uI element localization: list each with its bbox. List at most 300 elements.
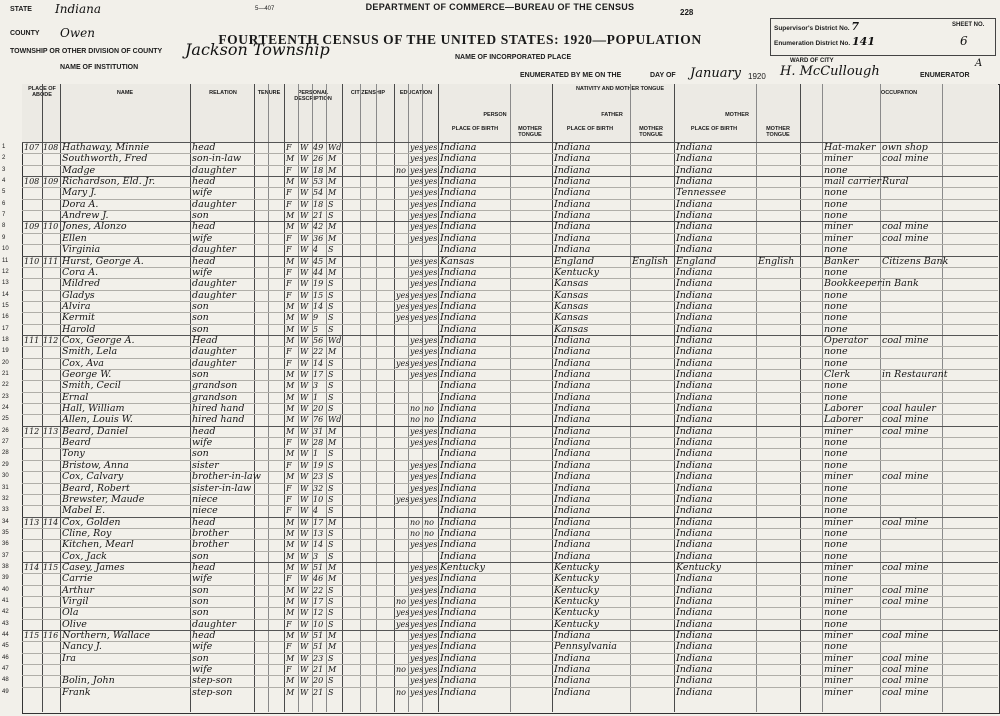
- line-number: 23: [2, 393, 9, 400]
- cell-rel: son: [192, 584, 209, 596]
- cell-pob: Indiana: [440, 493, 477, 505]
- cell-ms: M: [328, 631, 337, 641]
- cell-occ: none: [824, 198, 848, 210]
- cell-name: Cora A.: [62, 266, 99, 278]
- cell-race: W: [300, 653, 309, 663]
- cell-rel: sister-in-law: [192, 482, 252, 494]
- cell-read: yes: [410, 574, 424, 584]
- cell-mpob: Indiana: [676, 641, 713, 653]
- cell-read: yes: [410, 597, 424, 606]
- cell-age: 20: [313, 676, 324, 686]
- cell-fpob: Indiana: [554, 505, 591, 517]
- cell-mpob: Indiana: [676, 266, 713, 278]
- cell-fpob: Kentucky: [554, 618, 599, 630]
- cell-mpob: Indiana: [676, 176, 713, 188]
- cell-rel: daughter: [192, 278, 237, 290]
- cell-mpob: Indiana: [676, 630, 713, 642]
- cell-sch: yes: [396, 608, 410, 618]
- cell-occ: none: [824, 323, 848, 335]
- cell-fam: 114: [43, 517, 59, 527]
- line-number: 8: [2, 223, 6, 230]
- cell-sex: F: [286, 642, 292, 652]
- cell-race: W: [300, 347, 309, 357]
- cell-read: yes: [410, 370, 424, 379]
- cell-race: W: [300, 370, 309, 379]
- line-number: 6: [2, 200, 6, 207]
- cell-pob: Indiana: [440, 652, 477, 664]
- cell-age: 51: [313, 562, 324, 572]
- cell-mpob: Indiana: [676, 391, 713, 403]
- cell-read: yes: [410, 267, 424, 277]
- cell-name: Beard, Robert: [62, 482, 130, 494]
- cell-occ: miner: [824, 232, 853, 244]
- cell-age: 42: [313, 222, 324, 232]
- cell-pob: Indiana: [440, 527, 477, 539]
- cell-ms: M: [328, 233, 337, 243]
- cell-sex: F: [286, 483, 292, 493]
- cell-rel: daughter: [192, 618, 237, 630]
- cell-pob: Kentucky: [440, 561, 485, 573]
- cell-mpob: Indiana: [676, 278, 713, 290]
- cell-name: Kermit: [62, 312, 95, 324]
- cell-ind: coal mine: [882, 516, 929, 528]
- cell-ms: S: [328, 370, 334, 379]
- cell-ms: S: [328, 540, 334, 550]
- cell-ms: S: [328, 551, 334, 561]
- cell-race: W: [300, 631, 309, 641]
- cell-age: 56: [313, 335, 324, 345]
- cell-pob: Indiana: [440, 630, 477, 642]
- cell-write: yes: [424, 585, 438, 595]
- cell-ms: S: [328, 528, 334, 538]
- cell-ms: M: [328, 517, 337, 527]
- cell-race: W: [300, 540, 309, 550]
- cell-mpob: Indiana: [676, 516, 713, 528]
- cell-age: 14: [313, 540, 324, 550]
- cell-rel: son: [192, 312, 209, 324]
- cell-fpob: Indiana: [554, 482, 591, 494]
- cell-name: Virginia: [62, 244, 101, 256]
- cell-fam: 113: [43, 426, 59, 436]
- cell-fpob: Indiana: [554, 493, 591, 505]
- cell-name: Hall, William: [62, 403, 125, 415]
- line-number: 21: [2, 371, 9, 377]
- cell-age: 45: [313, 256, 324, 266]
- line-number: 38: [2, 563, 9, 570]
- line-number: 34: [2, 518, 9, 525]
- cell-pob: Indiana: [440, 221, 477, 233]
- cell-read: yes: [410, 335, 424, 345]
- cell-read: yes: [410, 301, 424, 311]
- cell-mpob: Indiana: [676, 221, 713, 233]
- cell-age: 1: [313, 449, 319, 459]
- cell-race: W: [300, 415, 309, 425]
- col-personal: PERSONAL DESCRIPTION: [294, 90, 332, 102]
- line-number: 9: [2, 234, 6, 241]
- cell-write: yes: [424, 165, 438, 175]
- township-value: Jackson Township: [185, 40, 330, 59]
- cell-ms: S: [328, 279, 334, 289]
- cell-ind: coal mine: [882, 664, 929, 676]
- line-number: 40: [2, 586, 9, 593]
- cell-mpob: Indiana: [676, 664, 713, 676]
- cell-write: yes: [424, 642, 438, 652]
- cell-name: Beard, Daniel: [62, 425, 129, 437]
- cell-read: no: [410, 517, 420, 527]
- cell-read: yes: [410, 494, 424, 504]
- cell-occ: Laborer: [824, 403, 863, 415]
- cell-ind: coal mine: [882, 414, 929, 426]
- cell-mpob: Indiana: [676, 539, 713, 551]
- cell-mpob: Indiana: [676, 357, 713, 369]
- cell-fpob: England: [554, 255, 595, 267]
- cell-mpob: Indiana: [676, 210, 713, 222]
- cell-sex: F: [286, 188, 292, 198]
- cell-write: yes: [424, 483, 438, 493]
- cell-occ: none: [824, 437, 848, 449]
- cell-read: yes: [410, 426, 424, 436]
- cell-pob: Indiana: [440, 675, 477, 687]
- county-value: Owen: [60, 26, 95, 40]
- cell-fpob: Indiana: [554, 210, 591, 222]
- cell-ind: coal mine: [882, 425, 929, 437]
- cell-name: Ernal: [62, 391, 89, 403]
- institution-label: NAME OF INSTITUTION: [60, 64, 139, 71]
- cell-pob: Kansas: [440, 255, 475, 267]
- cell-write: yes: [424, 233, 438, 243]
- cell-write: yes: [424, 358, 438, 368]
- line-number: 19: [2, 348, 9, 355]
- cell-read: yes: [410, 143, 424, 152]
- line-number: 36: [2, 541, 9, 548]
- cell-race: W: [300, 585, 309, 595]
- cell-race: W: [300, 290, 309, 300]
- cell-read: yes: [410, 177, 424, 187]
- cell-name: Cox, Golden: [62, 516, 121, 528]
- cell-race: W: [300, 483, 309, 493]
- cell-write: yes: [424, 301, 438, 311]
- col-citizenship: CITIZENSHIP: [350, 90, 386, 96]
- cell-rel: daughter: [192, 289, 237, 301]
- cell-ind: coal hauler: [882, 403, 936, 415]
- cell-read: yes: [410, 358, 424, 368]
- cell-fpob: Indiana: [554, 403, 591, 415]
- cell-rel: son: [192, 369, 209, 380]
- col-education: EDUCATION: [399, 90, 433, 96]
- enumerated-label: ENUMERATED BY ME ON THE: [520, 72, 622, 79]
- cell-pob: Indiana: [440, 380, 477, 392]
- cell-fam: 116: [43, 631, 59, 641]
- cell-ind: in Bank: [882, 278, 919, 290]
- cell-read: yes: [410, 562, 424, 572]
- cell-occ: mail carrier: [824, 176, 882, 188]
- cell-rel: son: [192, 448, 209, 460]
- line-number: 24: [2, 405, 9, 412]
- cell-name: Arthur: [62, 584, 94, 596]
- cell-fam: 111: [43, 256, 59, 266]
- cell-occ: none: [824, 244, 848, 256]
- cell-pob: Indiana: [440, 618, 477, 630]
- cell-race: W: [300, 392, 309, 402]
- cell-sex: F: [286, 665, 292, 675]
- cell-write: yes: [424, 494, 438, 504]
- cell-race: W: [300, 256, 309, 266]
- cell-age: 21: [313, 687, 324, 697]
- cell-pob: Indiana: [440, 641, 477, 653]
- sheet-label: SHEET NO.: [952, 22, 985, 28]
- cell-mpob: Tennessee: [676, 187, 727, 199]
- cell-rel: head: [192, 221, 216, 233]
- cell-write: yes: [424, 472, 438, 482]
- cell-mpob: Indiana: [676, 675, 713, 687]
- cell-write: yes: [424, 154, 438, 164]
- cell-race: W: [300, 608, 309, 618]
- cell-dw: 112: [24, 426, 40, 436]
- cell-mpob: Indiana: [676, 403, 713, 415]
- cell-occ: none: [824, 459, 848, 471]
- cell-pob: Indiana: [440, 334, 477, 346]
- cell-age: 53: [313, 177, 324, 187]
- cell-ms: S: [328, 301, 334, 311]
- cell-name: Casey, James: [62, 561, 125, 573]
- cell-ind: coal mine: [882, 153, 929, 165]
- cell-rel: niece: [192, 505, 218, 517]
- cell-ind: own shop: [882, 142, 928, 153]
- cell-rel: Head: [192, 334, 218, 346]
- cell-age: 21: [313, 665, 324, 675]
- cell-read: yes: [410, 676, 424, 686]
- cell-fpob: Indiana: [554, 334, 591, 346]
- cell-pob: Indiana: [440, 437, 477, 449]
- cell-ind: Rural: [882, 176, 909, 188]
- cell-mpob: Indiana: [676, 289, 713, 301]
- cell-rel: step-son: [192, 675, 233, 687]
- line-number: 14: [2, 291, 9, 298]
- col-father-tongue: MOTHER TONGUE: [639, 126, 663, 138]
- day-label: DAY OF: [650, 72, 676, 79]
- cell-ms: S: [328, 597, 334, 606]
- cell-mpob: Indiana: [676, 527, 713, 539]
- cell-sex: F: [286, 358, 292, 368]
- cell-sex: M: [286, 472, 295, 482]
- cell-age: 4: [313, 506, 319, 516]
- cell-pob: Indiana: [440, 505, 477, 517]
- cell-occ: miner: [824, 652, 853, 664]
- cell-occ: none: [824, 312, 848, 324]
- cell-age: 17: [313, 597, 324, 606]
- cell-ms: S: [328, 506, 334, 516]
- cell-name: Cox, Calvary: [62, 471, 124, 483]
- cell-ms: S: [328, 313, 334, 323]
- cell-age: 44: [313, 267, 324, 277]
- cell-pob: Indiana: [440, 142, 477, 153]
- cell-name: Cline, Roy: [62, 527, 112, 539]
- cell-rel: head: [192, 176, 216, 188]
- cell-rel: head: [192, 255, 216, 267]
- ed-value: 141: [852, 35, 875, 48]
- cell-pob: Indiana: [440, 391, 477, 403]
- col-person-tongue: MOTHER TONGUE: [518, 126, 542, 138]
- cell-read: yes: [410, 460, 424, 470]
- cell-read: yes: [410, 313, 424, 323]
- cell-sex: M: [286, 551, 295, 561]
- cell-ms: M: [328, 222, 337, 232]
- supervisor-label: Supervisor's District No.: [774, 25, 850, 32]
- cell-name: Harold: [62, 323, 96, 335]
- cell-fpob: Indiana: [554, 459, 591, 471]
- cell-race: W: [300, 324, 309, 334]
- cell-fpob: Indiana: [554, 391, 591, 403]
- cell-ms: M: [328, 154, 337, 164]
- cell-ms: S: [328, 404, 334, 414]
- cell-write: yes: [424, 222, 438, 232]
- cell-sch: yes: [396, 290, 410, 300]
- cell-race: W: [300, 597, 309, 606]
- cell-race: W: [300, 301, 309, 311]
- cell-age: 46: [313, 574, 324, 584]
- cell-ms: S: [328, 483, 334, 493]
- cell-sex: F: [286, 267, 292, 277]
- cell-name: Dora A.: [62, 198, 99, 210]
- cell-occ: none: [824, 448, 848, 460]
- cell-race: W: [300, 233, 309, 243]
- cell-age: 20: [313, 404, 324, 414]
- cell-write: yes: [424, 335, 438, 345]
- cell-rel: niece: [192, 493, 218, 505]
- cell-occ: miner: [824, 425, 853, 437]
- cell-pob: Indiana: [440, 312, 477, 324]
- cell-ind: coal mine: [882, 675, 929, 687]
- line-number: 7: [2, 212, 6, 219]
- cell-occ: Laborer: [824, 414, 863, 426]
- cell-fpob: Pennsylvania: [554, 641, 617, 653]
- cell-name: Smith, Lela: [62, 346, 118, 358]
- cell-name: Gladys: [62, 289, 95, 301]
- cell-sex: M: [286, 381, 295, 391]
- cell-name: Smith, Cecil: [62, 380, 121, 392]
- cell-read: yes: [410, 347, 424, 357]
- cell-fpob: Indiana: [554, 380, 591, 392]
- cell-fpob: Kansas: [554, 278, 589, 290]
- cell-mpob: England: [676, 255, 717, 267]
- cell-dw: 113: [24, 517, 40, 527]
- cell-ms: S: [328, 381, 334, 391]
- cell-age: 19: [313, 460, 324, 470]
- cell-pob: Indiana: [440, 584, 477, 596]
- cell-pob: Indiana: [440, 210, 477, 222]
- col-mother-pob: PLACE OF BIRTH: [690, 126, 738, 132]
- cell-age: 18: [313, 199, 324, 209]
- cell-write: yes: [424, 608, 438, 618]
- cell-occ: Banker: [824, 255, 859, 267]
- cell-sex: M: [286, 426, 295, 436]
- cell-mpob: Indiana: [676, 346, 713, 358]
- cell-name: Mary J.: [62, 187, 97, 199]
- cell-age: 54: [313, 188, 324, 198]
- cell-read: yes: [410, 483, 424, 493]
- cell-race: W: [300, 279, 309, 289]
- cell-occ: miner: [824, 675, 853, 687]
- cell-occ: none: [824, 357, 848, 369]
- cell-pob: Indiana: [440, 244, 477, 256]
- cell-write: yes: [424, 574, 438, 584]
- line-number: 2: [2, 155, 6, 162]
- line-number: 30: [2, 473, 9, 480]
- cell-sex: F: [286, 619, 292, 629]
- cell-fpob: Indiana: [554, 164, 591, 176]
- cell-sex: F: [286, 574, 292, 584]
- cell-rel: wife: [192, 573, 213, 585]
- cell-sex: M: [286, 597, 295, 606]
- cell-occ: none: [824, 289, 848, 301]
- line-number: 16: [2, 314, 9, 321]
- cell-ms: S: [328, 392, 334, 402]
- cell-race: W: [300, 528, 309, 538]
- cell-sex: M: [286, 631, 295, 641]
- cell-mpob: Indiana: [676, 425, 713, 437]
- cell-rel: daughter: [192, 198, 237, 210]
- cell-ms: Wd: [328, 143, 342, 152]
- cell-race: W: [300, 177, 309, 187]
- cell-fpob: Kentucky: [554, 596, 599, 607]
- cell-occ: Bookkeeper: [824, 278, 882, 290]
- col-relation: RELATION: [209, 90, 237, 96]
- cell-write: yes: [424, 631, 438, 641]
- cell-occ: none: [824, 300, 848, 312]
- cell-occ: miner: [824, 596, 853, 607]
- cell-age: 22: [313, 347, 324, 357]
- cell-rel: wife: [192, 187, 213, 199]
- cell-fam: 108: [43, 143, 59, 152]
- cell-fpob: Indiana: [554, 527, 591, 539]
- line-number: 10: [2, 246, 9, 253]
- cell-name: Tony: [62, 448, 85, 460]
- cell-pob: Indiana: [440, 686, 477, 698]
- cell-race: W: [300, 619, 309, 629]
- cell-sex: M: [286, 415, 295, 425]
- cell-pob: Indiana: [440, 539, 477, 551]
- cell-ms: S: [328, 211, 334, 221]
- cell-occ: none: [824, 482, 848, 494]
- line-number: 49: [2, 688, 9, 695]
- cell-ms: Wd: [328, 335, 342, 345]
- cell-sex: M: [286, 653, 295, 663]
- cell-rel: grandson: [192, 391, 238, 403]
- cell-fpob: Kansas: [554, 312, 589, 324]
- cell-ms: M: [328, 562, 337, 572]
- cell-dw: 107: [24, 143, 40, 152]
- cell-write: no: [424, 517, 434, 527]
- cell-race: W: [300, 165, 309, 175]
- cell-race: W: [300, 460, 309, 470]
- cell-sch: yes: [396, 301, 410, 311]
- cell-read: yes: [410, 665, 424, 675]
- cell-fpob: Indiana: [554, 448, 591, 460]
- cell-race: W: [300, 381, 309, 391]
- cell-pob: Indiana: [440, 550, 477, 562]
- cell-pob: Indiana: [440, 573, 477, 585]
- cell-age: 14: [313, 358, 324, 368]
- cell-pob: Indiana: [440, 403, 477, 415]
- cell-race: W: [300, 245, 309, 255]
- cell-rel: son-in-law: [192, 153, 242, 165]
- cell-fpob: Kentucky: [554, 561, 599, 573]
- cell-sex: M: [286, 404, 295, 414]
- line-number: 26: [2, 427, 9, 434]
- cell-sex: F: [286, 143, 292, 152]
- state-label: STATE: [10, 6, 32, 13]
- cell-name: Jones, Alonzo: [62, 221, 127, 233]
